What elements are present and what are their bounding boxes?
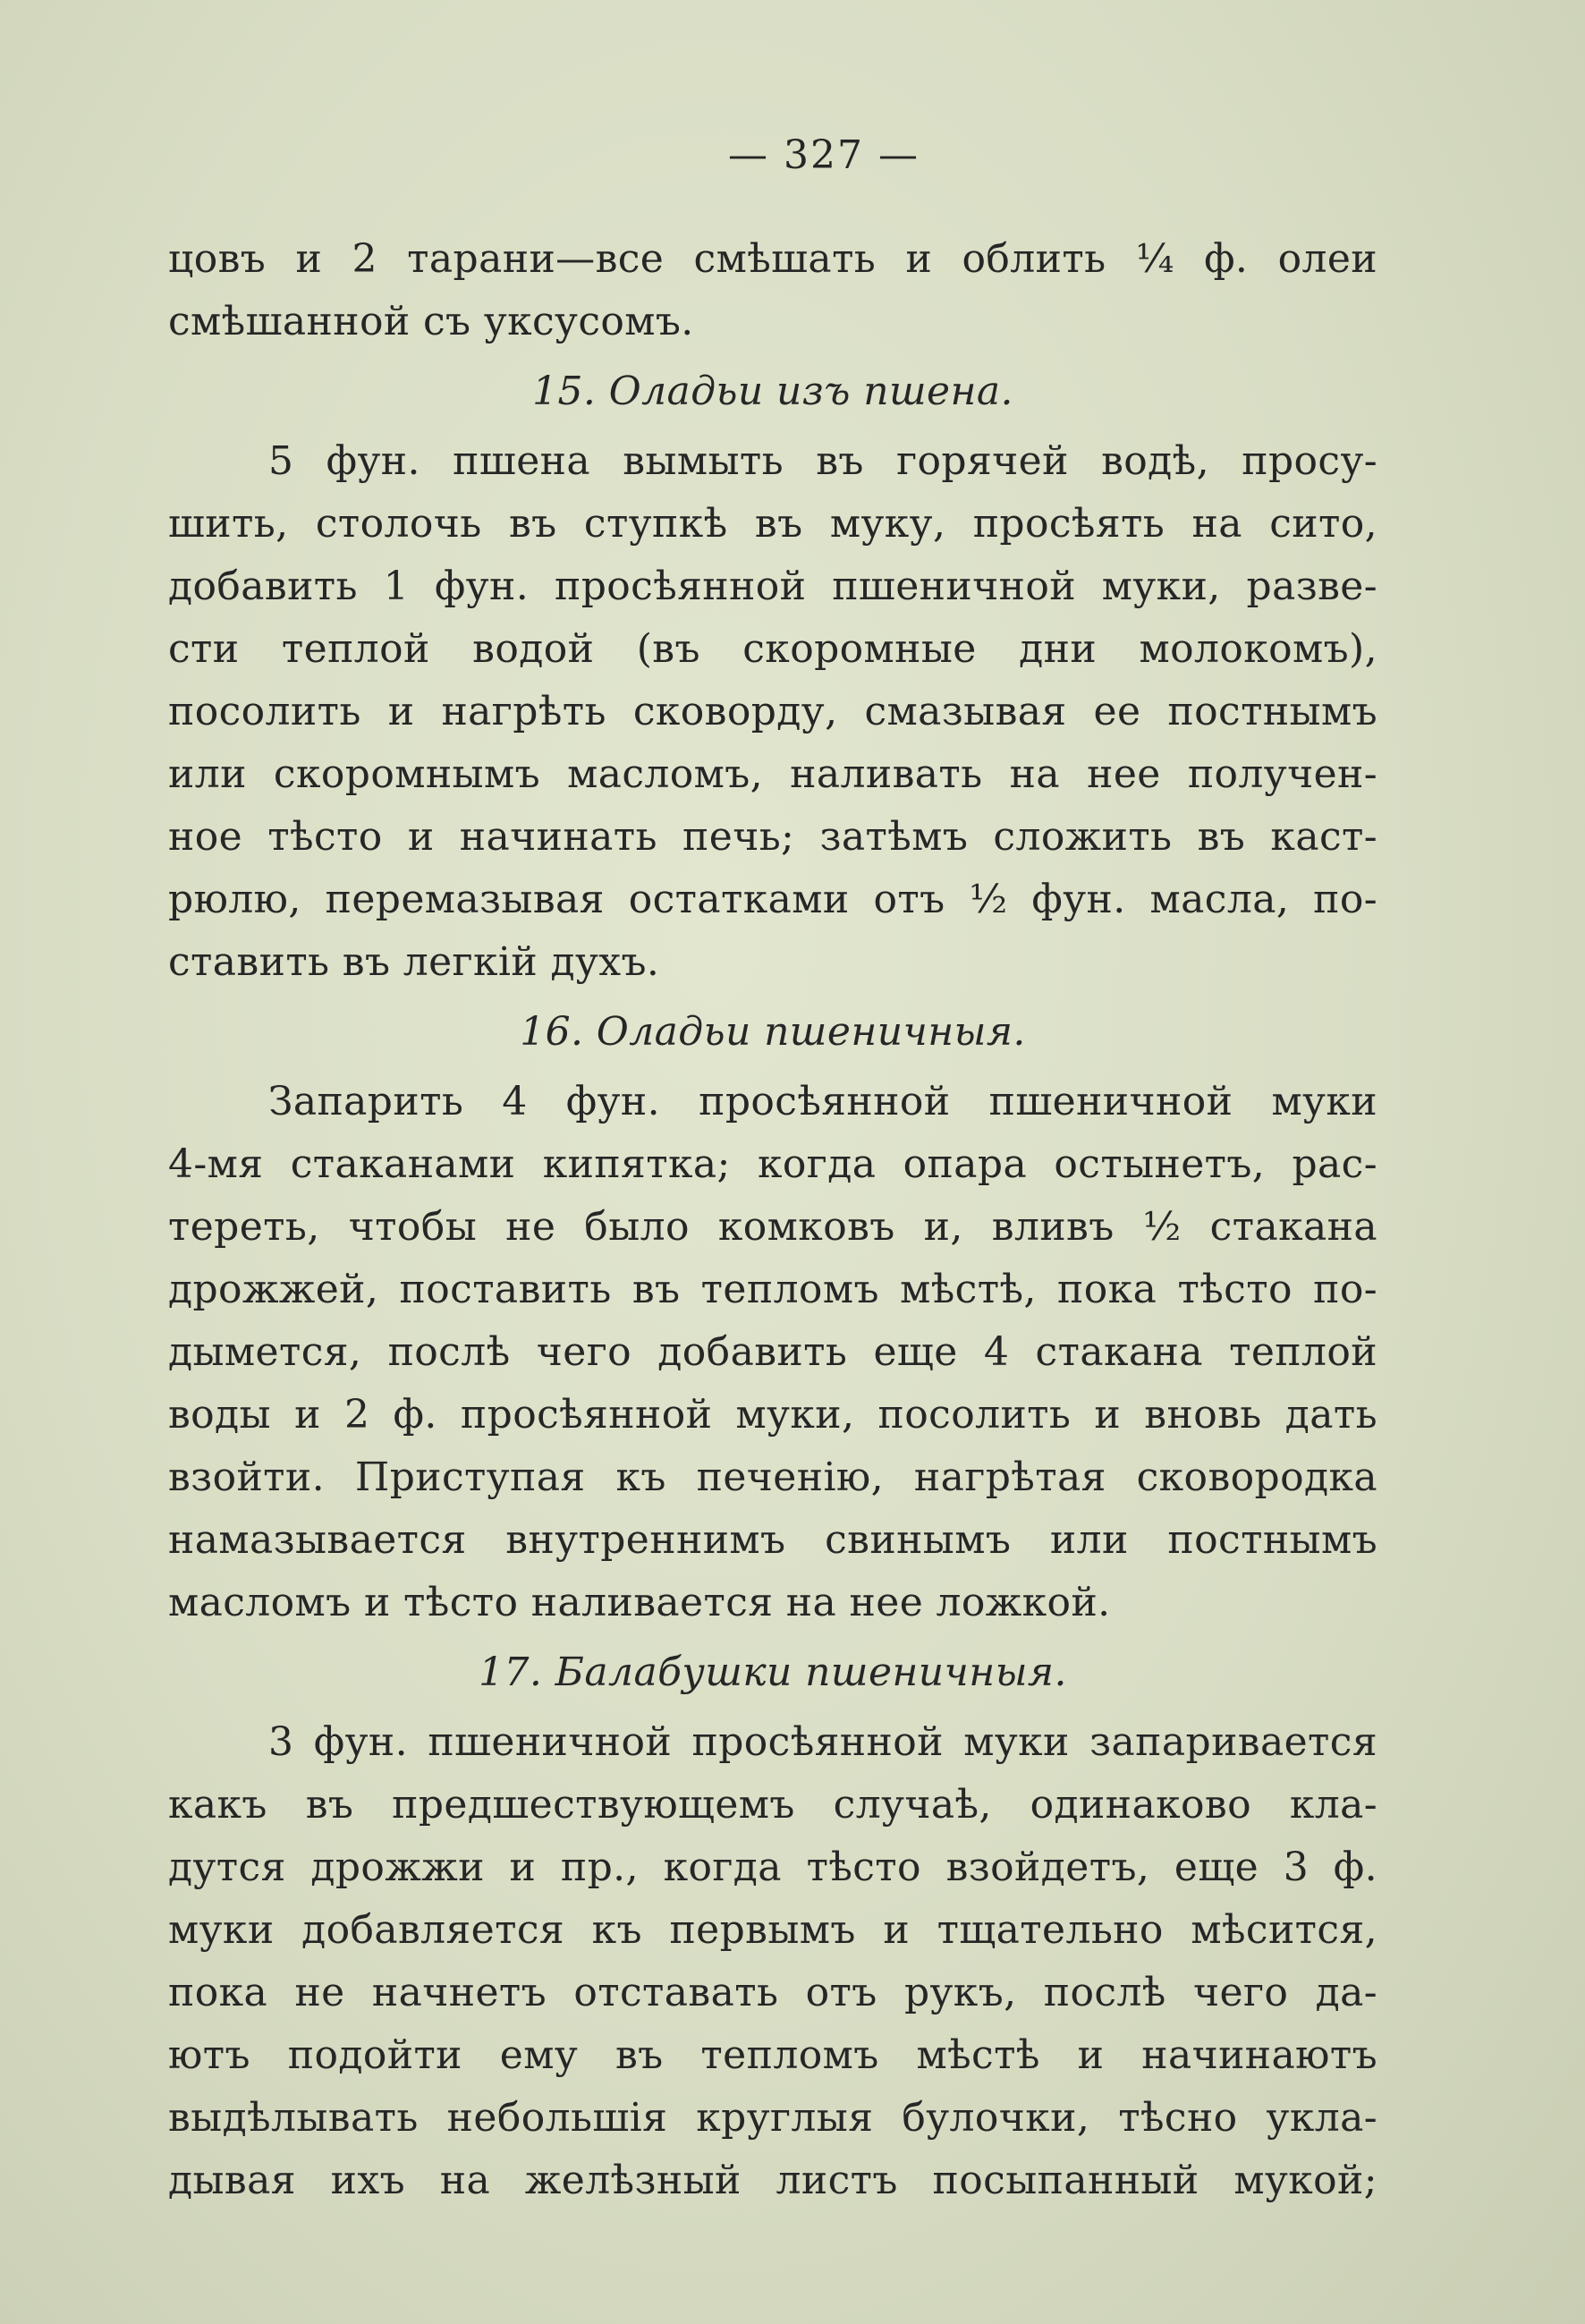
text-line: дрожжей, поставить въ тепломъ мѣстѣ, пока тѣсто по-: [168, 1267, 1377, 1312]
text-line: сти теплой водой (въ скоромные дни молокомъ),: [168, 626, 1377, 672]
recipe-heading-15: 15. Оладьи изъ пшена.: [532, 369, 1013, 414]
text-line: намазывается внутреннимъ свинымъ или постнымъ: [168, 1517, 1377, 1563]
text-line: муки добавляется къ первымъ и тщательно мѣсится,: [168, 1907, 1377, 1953]
text-line: тереть, чтобы не было комковъ и, вливъ ½ стакана: [168, 1204, 1377, 1250]
text-line: выдѣлывать небольшія круглыя булочки, тѣсно укла-: [168, 2095, 1377, 2141]
text-line: воды и 2 ф. просѣянной муки, посолить и вновь дать: [168, 1392, 1377, 1438]
recipe-heading-17: 17. Балабушки пшеничныя.: [479, 1650, 1067, 1695]
recipe-paragraph-16: [168, 1071, 1377, 1634]
text-line: ютъ подойти ему въ тепломъ мѣстѣ и начинаютъ: [168, 2032, 1377, 2078]
text-line: ное тѣсто и начинать печь; затѣмъ сложить въ каст-: [168, 814, 1377, 860]
text-line: ставить въ легкій духъ.: [168, 939, 660, 985]
text-line: пока не начнетъ отставать отъ рукъ, послѣ чего да-: [168, 1970, 1377, 2015]
text-column: [168, 228, 1377, 2212]
text-line: взойти. Приступая къ печенію, нагрѣтая сковородка: [168, 1455, 1377, 1500]
text-line: или скоромнымъ масломъ, наливать на нее получен-: [168, 751, 1377, 797]
text-line: смѣшанной съ уксусомъ.: [168, 299, 694, 344]
text-line: Запарить 4 фун. просѣянной пшеничной муки: [268, 1079, 1377, 1124]
recipe-heading-16: 16. Оладьи пшеничныя.: [520, 1009, 1026, 1055]
text-line: дымется, послѣ чего добавить еще 4 стакана теплой: [168, 1329, 1377, 1375]
text-line: цовъ и 2 тарани—все смѣшать и облить ¼ ф. олеи: [168, 236, 1377, 282]
text-line: рюлю, перемазывая остатками отъ ½ фун. масла, по-: [168, 877, 1377, 922]
text-line: 3 фун. пшеничной просѣянной муки запаривается: [268, 1719, 1377, 1765]
recipe-paragraph-17: [168, 1711, 1377, 2212]
text-line: 5 фун. пшена вымыть въ горячей водѣ, просу-: [268, 438, 1377, 484]
text-line: дутся дрожжи и пр., когда тѣсто взойдетъ, еще 3 ф.: [168, 1845, 1377, 1890]
text-line: посолить и нагрѣть сковорду, смазывая ее постнымъ: [168, 689, 1377, 734]
text-line: добавить 1 фун. просѣянной пшеничной муки, разве-: [168, 564, 1377, 609]
text-line: 4-мя стаканами кипятка; когда опара остынетъ, рас-: [168, 1141, 1377, 1187]
recipe-paragraph-15: [168, 430, 1377, 994]
text-line: шить, столочь въ ступкѣ въ муку, просѣять на сито,: [168, 501, 1377, 547]
page-number: — 327 —: [728, 132, 920, 178]
text-line: масломъ и тѣсто наливается на нее ложкой.: [168, 1580, 1111, 1625]
text-line: какъ въ предшествующемъ случаѣ, одинаково кла-: [168, 1782, 1377, 1828]
paragraph-continuation: [168, 228, 1377, 353]
text-line: дывая ихъ на желѣзный листъ посыпанный мукой;: [168, 2158, 1377, 2203]
